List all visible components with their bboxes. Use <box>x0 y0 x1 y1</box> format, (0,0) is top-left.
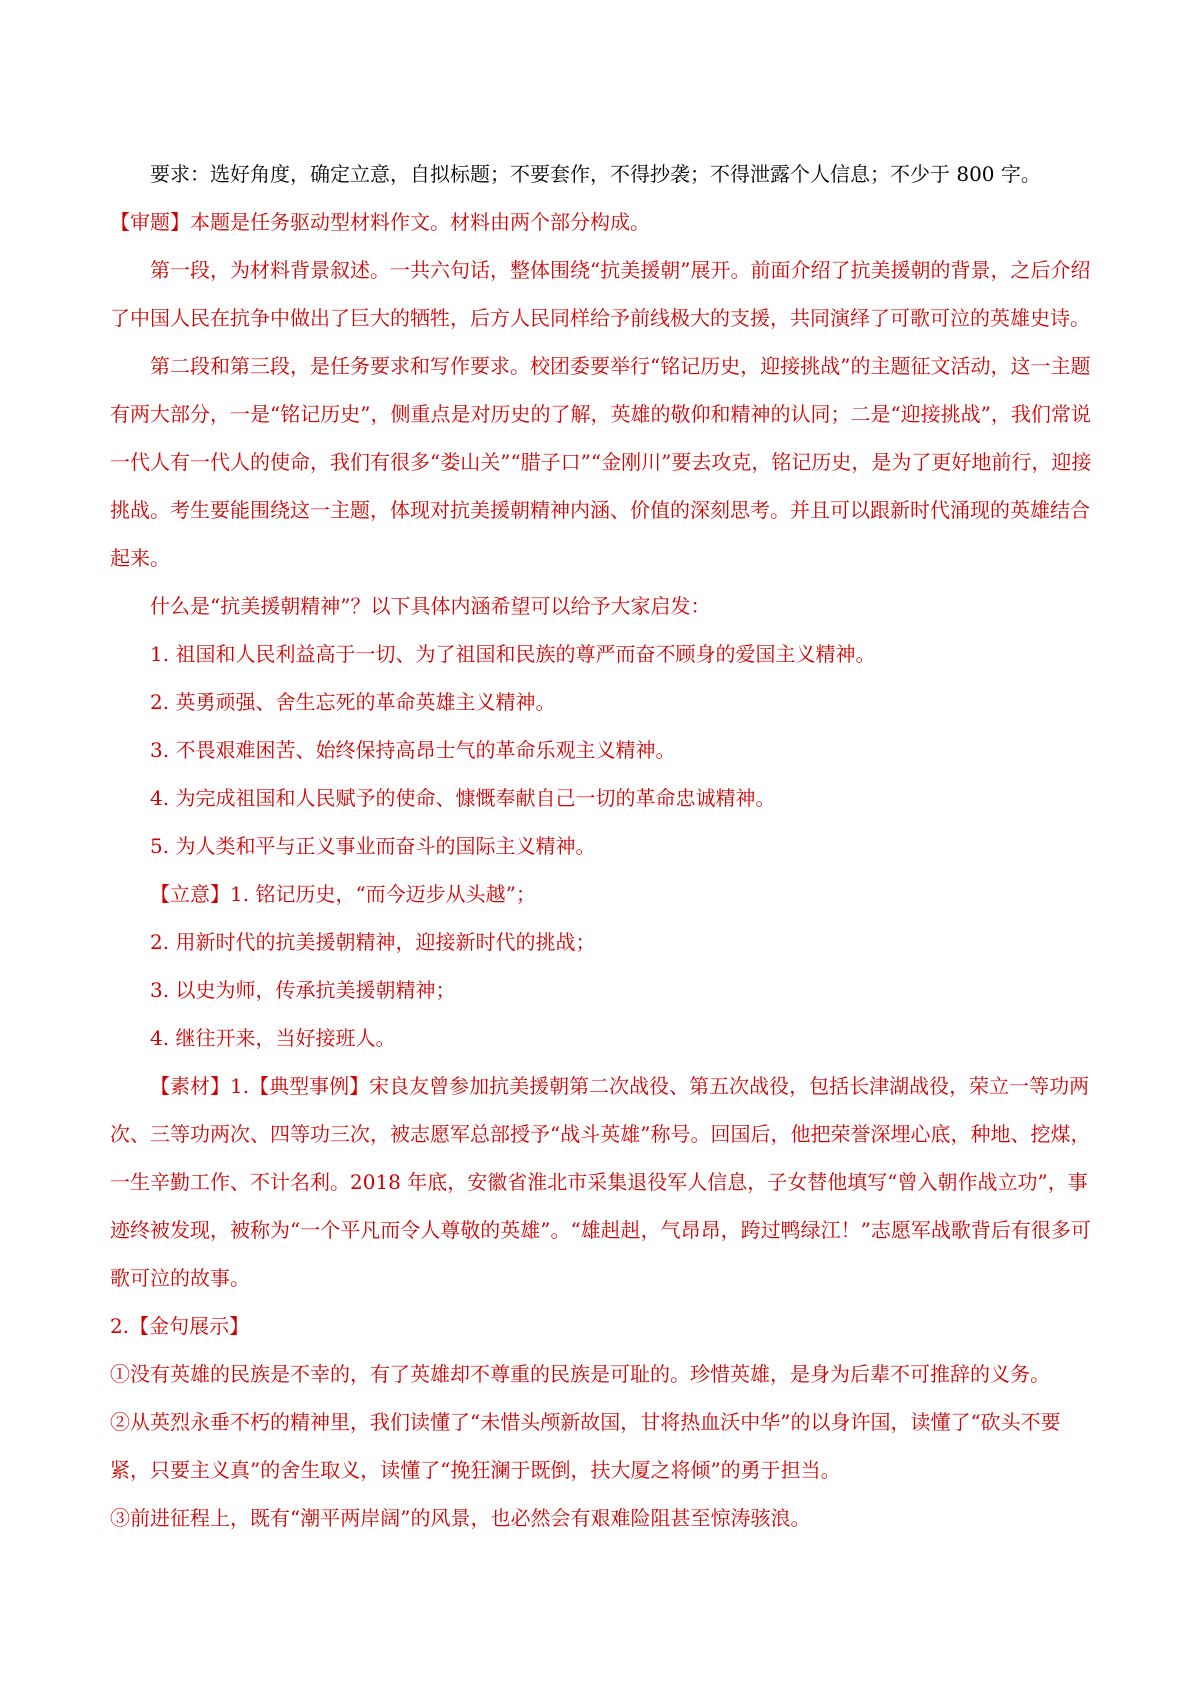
theme-item: 【立意】1. 铭记历史，“而今迈步从头越”； <box>150 882 536 906</box>
golden-sentences-title: 2.【金句展示】 <box>110 1314 250 1338</box>
material-analysis-para-1: 第一段，为材料背景叙述。一共六句话，整体围绕“抗美援朝”展开。前面介绍了抗美援朝的背景，之后介绍了中国人民在抗争中做出了巨大的牺牲，后方人民同样给予前线极大的支援，共同演绎了可歌可泣的英雄史诗。 <box>110 258 1091 330</box>
spirit-item: 3. 不畏艰难困苦、始终保持高昂士气的革命乐观主义精神。 <box>150 738 676 762</box>
material-example-para: 【素材】1.【典型事例】宋良友曾参加抗美援朝第二次战役、第五次战役，包括长津湖战役，荣立一等功两次、三等功两次、四等功三次，被志愿军总部授予“战斗英雄”称号。回国后，他把荣誉深埋心底，种地、挖煤，一生辛勤工作、不计名利。2018 年底，安徽省淮北市采集退役军人信息，子女替他填写“曾入朝作战立功”，事迹终被发现，被称为“一个平凡而令人尊敬的英雄”。“雄赳赳，气昂昂，跨过鸭绿江！”志愿军战歌背后有很多可歌可泣的故事。 <box>110 1074 1091 1290</box>
theme-item: 3. 以史为师，传承抗美援朝精神； <box>150 978 456 1002</box>
spirit-item: 5. 为人类和平与正义事业而奋斗的国际主义精神。 <box>150 834 596 858</box>
review-title: 【审题】本题是任务驱动型材料作文。材料由两个部分构成。 <box>110 210 650 234</box>
theme-item: 4. 继往开来，当好接班人。 <box>150 1026 396 1050</box>
spirit-item: 2. 英勇顽强、舍生忘死的革命英雄主义精神。 <box>150 690 556 714</box>
golden-sentence: ①没有英雄的民族是不幸的，有了英雄却不尊重的民族是可耻的。珍惜英雄，是身为后辈不可推辞的义务。 <box>110 1362 1050 1386</box>
theme-item: 2. 用新时代的抗美援朝精神，迎接新时代的挑战； <box>150 930 596 954</box>
material-analysis-para-2: 第二段和第三段，是任务要求和写作要求。校团委要举行“铭记历史，迎接挑战”的主题征文活动，这一主题有两大部分，一是“铭记历史”，侧重点是对历史的了解，英雄的敬仰和精神的认同；二是“迎接挑战”，我们常说一代人有一代人的使命，我们有很多“娄山关”“腊子口”“金刚川”要去攻克，铭记历史，是为了更好地前行，迎接挑战。考生要能围绕这一主题，体现对抗美援朝精神内涵、价值的深刻思考。并且可以跟新时代涌现的英雄结合起来。 <box>110 354 1092 570</box>
spirit-item: 1. 祖国和人民利益高于一切、为了祖国和民族的尊严而奋不顾身的爱国主义精神。 <box>150 642 876 666</box>
spirit-question: 什么是“抗美援朝精神”？以下具体内涵希望可以给予大家启发： <box>150 594 711 618</box>
spirit-item: 4. 为完成祖国和人民赋予的使命、慷慨奉献自己一切的革命忠诚精神。 <box>150 786 776 810</box>
requirement-text: 要求：选好角度，确定立意，自拟标题；不要套作，不得抄袭；不得泄露个人信息；不少于 800 字。 <box>150 162 1041 186</box>
golden-sentence: ③前进征程上，既有“潮平两岸阔”的风景，也必然会有艰难险阻甚至惊涛骇浪。 <box>110 1506 811 1530</box>
golden-sentence: ②从英烈永垂不朽的精神里，我们读懂了“未惜头颅新故国，甘将热血沃中华”的以身许国，读懂了“砍头不要紧，只要主义真”的舍生取义，读懂了“挽狂澜于既倒，扶大厦之将倾”的勇于担当。 <box>110 1410 1061 1482</box>
document-page <box>110 150 1100 1542</box>
